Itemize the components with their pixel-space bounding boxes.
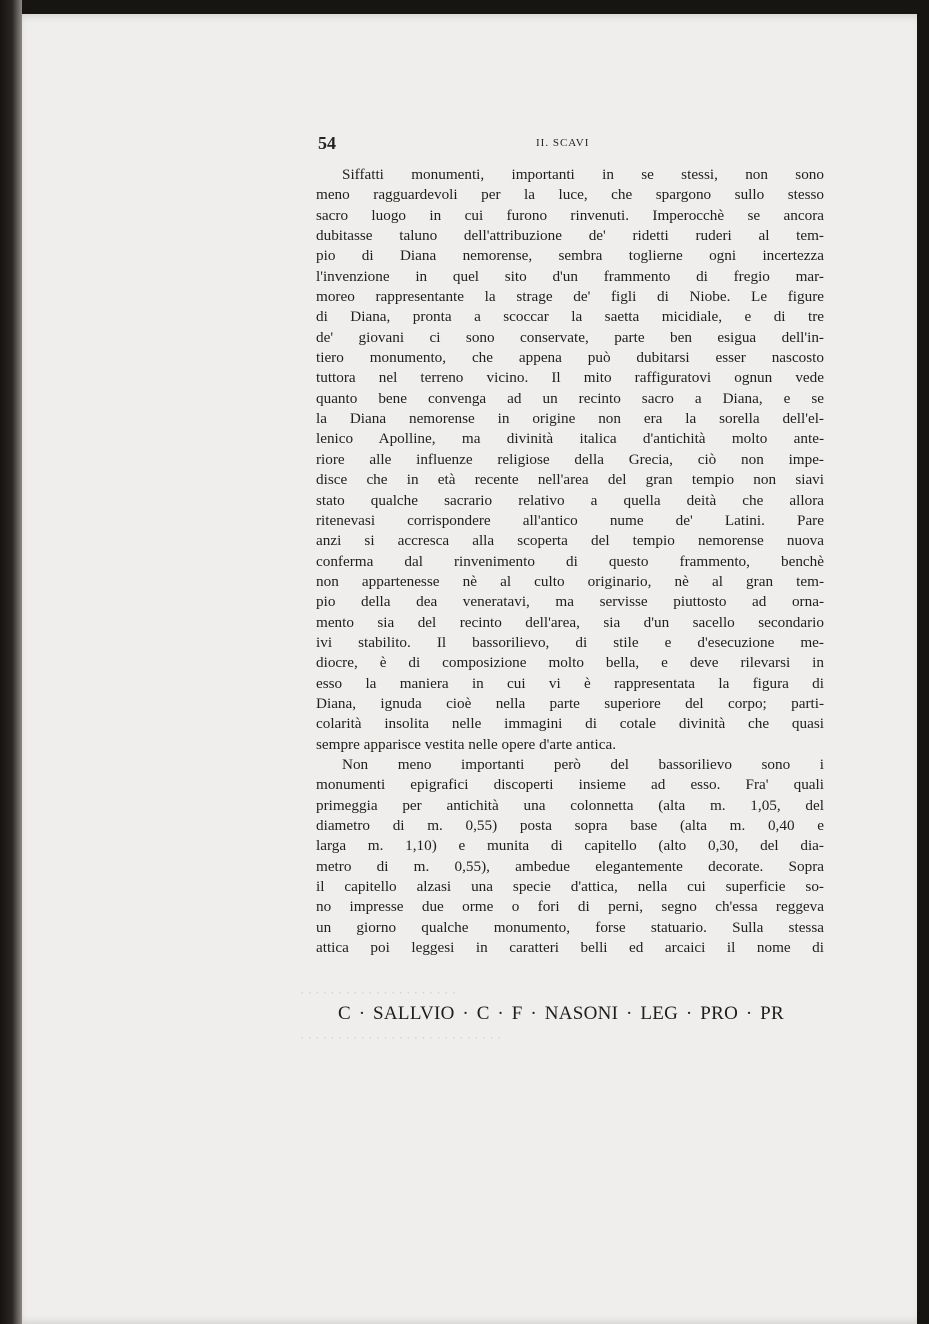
text-line: lenico Apolline, ma divinità italica d'antichità molto ante-	[316, 430, 824, 448]
text-line: tiero monumento, che appena può dubitarsi esser nascosto	[316, 349, 824, 367]
scan-left-border	[0, 0, 22, 1324]
text-line: diametro di m. 0,55) posta sopra base (alta m. 0,40 e	[316, 817, 824, 834]
text-line: moreo rappresentante la strage de' figli di Niobe. Le figure	[316, 288, 824, 306]
text-line: la Diana nemorense in origine non era la sorella dell'el-	[316, 410, 824, 428]
text-line: il capitello alzasi una specie d'attica, nella cui superficie so-	[316, 878, 824, 896]
text-line: pio di Diana nemorense, sembra toglierne ogni incertezza	[316, 247, 824, 265]
text-line: sacro luogo in cui furono rinvenuti. Imperocchè se ancora	[316, 206, 824, 224]
scan-right-border	[917, 0, 929, 1324]
bleed-through-text: · · · · · · · · · · · · · · · · · · · · · · · · · · ·	[300, 1030, 502, 1045]
text-line: de' giovani ci sono conservate, parte ben esigua dell'in-	[316, 328, 824, 346]
text-line: l'invenzione in quel sito d'un frammento di fregio mar-	[316, 267, 824, 285]
text-line: disce che in età recente nell'area del gran tempio non siavi	[316, 471, 824, 489]
text-line: primeggia per antichità una colonnetta (alta m. 1,05, del	[316, 796, 824, 814]
page-number: 54	[318, 133, 336, 153]
page-header	[318, 133, 824, 155]
running-head: II. SCAVI	[536, 137, 590, 149]
text-line: larga m. 1,10) e munita di capitello (alto 0,30, del dia-	[316, 837, 824, 855]
text-line: pio della dea veneratavi, ma servisse piuttosto ad orna-	[316, 593, 824, 611]
bleed-through-text: · · · · · · · · · · · · · · · · · · · · ·	[300, 985, 456, 1000]
text-line: riore alle influenze religiose della Grecia, ciò non impe-	[316, 450, 824, 468]
text-line: mento sia del recinto dell'area, sia d'un sacello secondario	[316, 613, 824, 631]
text-line: esso la maniera in cui vi è rappresentata la figura di	[316, 674, 824, 692]
text-line: tuttora nel terreno vicino. Il mito raffiguratovi ognun vede	[316, 369, 824, 387]
text-line: diocre, è di composizione molto bella, e deve rilevarsi in	[316, 654, 824, 672]
text-line: ritenevasi corrispondere all'antico nume de' Latini. Pare	[316, 511, 824, 529]
text-line: non appartenesse nè al culto originario, nè al gran tem-	[316, 572, 824, 590]
text-line: no impresse due orme o fori di perni, segno ch'essa reggeva	[316, 898, 824, 916]
text-line: anzi si accresca alla scoperta del tempio nemorense nuova	[316, 532, 824, 550]
text-line: quanto bene convenga ad un recinto sacro a Diana, e se	[316, 389, 824, 407]
text-line: attica poi leggesi in caratteri belli ed arcaici il nome di	[316, 939, 824, 957]
text-line: dubitasse taluno dell'attribuzione de' ridetti ruderi al tem-	[316, 227, 824, 245]
text-line: metro di m. 0,55), ambedue elegantemente decorate. Sopra	[316, 857, 824, 875]
body-text	[316, 165, 824, 958]
text-line: meno ragguardevoli per la luce, che spargono sullo stesso	[316, 186, 824, 204]
text-line: colarità insolita nelle immagini di cotale divinità che quasi	[316, 715, 824, 733]
text-line: monumenti epigrafici discoperti insieme ad esso. Fra' quali	[316, 776, 824, 794]
text-line: Diana, ignuda cioè nella parte superiore del corpo; parti-	[316, 694, 824, 712]
text-line: Non meno importanti però del bassorilievo sono i	[342, 755, 824, 773]
inscription-line: C · SALLVIO · C · F · NASONI · LEG · PRO · PR	[338, 1003, 784, 1024]
text-line: Siffatti monumenti, importanti in se stessi, non sono	[342, 166, 824, 183]
scan-top-border	[0, 0, 929, 14]
text-line: ivi stabilito. Il bassorilievo, di stile e d'esecuzione me-	[316, 633, 824, 651]
text-line: un giorno qualche monumento, forse statuario. Sulla stessa	[316, 918, 824, 936]
text-line: di Diana, pronta a scoccar la saetta micidiale, e di tre	[316, 308, 824, 326]
text-line: conferma dal rinvenimento di questo frammento, benchè	[316, 552, 824, 570]
text-line: sempre apparisce vestita nelle opere d'arte antica.	[316, 735, 617, 753]
text-line: stato qualche sacrario relativo a quella deità che allora	[316, 491, 824, 509]
